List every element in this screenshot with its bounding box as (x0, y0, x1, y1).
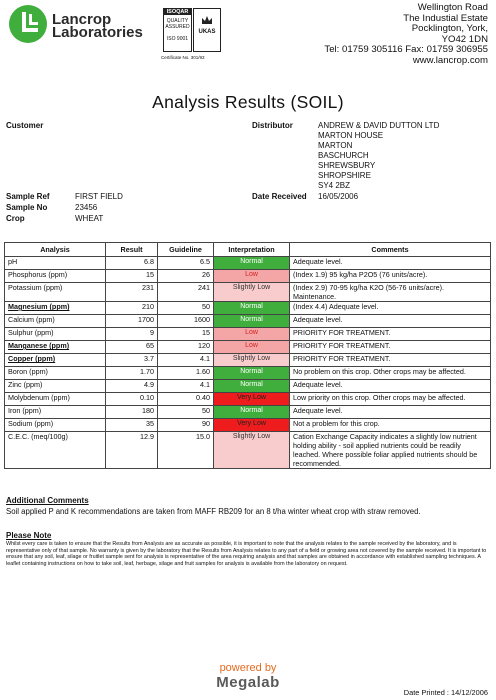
interpretation-cell: Low (214, 270, 290, 283)
comment-cell: PRIORITY FOR TREATMENT. (290, 341, 491, 354)
table-row (5, 380, 491, 393)
analysis-cell: Manganese (ppm) (5, 341, 106, 354)
result-cell: 0.10 (106, 393, 158, 406)
comment-cell: Low priority on this crop. Other crops may be affected. (290, 393, 491, 406)
analysis-cell: Sulphur (ppm) (5, 328, 106, 341)
result-cell: 9 (106, 328, 158, 341)
sample-ref-value: FIRST FIELD (75, 192, 123, 201)
certification-marks (163, 8, 227, 60)
powered-by-label: powered by (219, 662, 277, 674)
guideline-cell: 4.1 (158, 354, 214, 367)
sample-no-value: 23456 (75, 203, 98, 212)
guideline-cell: 1.60 (158, 367, 214, 380)
comment-cell: Adequate level. (290, 406, 491, 419)
megalab-logo: Megalab (216, 674, 280, 691)
analysis-cell: Potassium (ppm) (5, 283, 106, 302)
guideline-cell: 6.5 (158, 257, 214, 270)
interpretation-cell: Low (214, 341, 290, 354)
guideline-cell: 90 (158, 419, 214, 432)
comment-cell: (Index 4.4) Adequate level. (290, 302, 491, 315)
interpretation-cell: Slightly Low (214, 432, 290, 469)
guideline-cell: 26 (158, 270, 214, 283)
distributor-label: Distributor (252, 121, 293, 130)
comment-cell: Adequate level. (290, 380, 491, 393)
comment-cell: No problem on this crop. Other crops may be affected. (290, 367, 491, 380)
isoqar-badge: ISOQAR QUALITY ASSURED ISO 9001 (163, 8, 192, 52)
customer-label: Customer (6, 121, 44, 130)
crop-label: Crop (6, 214, 25, 223)
results-body (5, 257, 491, 469)
result-cell: 65 (106, 341, 158, 354)
analysis-cell: Magnesium (ppm) (5, 302, 106, 315)
result-cell: 6.8 (106, 257, 158, 270)
interpretation-cell: Normal (214, 406, 290, 419)
sample-ref-label: Sample Ref (6, 192, 50, 201)
interpretation-cell: Normal (214, 257, 290, 270)
sample-no-label: Sample No (6, 203, 48, 212)
guideline-cell: 15.0 (158, 432, 214, 469)
date-printed: Date Printed : 14/12/2006 (403, 688, 488, 697)
company-name-line1: Lancrop (52, 11, 112, 28)
certificate-number: Certificate No. 301/93 (161, 55, 205, 60)
col-comments-header: Comments (290, 243, 491, 257)
analysis-cell: Boron (ppm) (5, 367, 106, 380)
table-row (5, 419, 491, 432)
table-row (5, 367, 491, 380)
table-row (5, 315, 491, 328)
analysis-cell: Sodium (ppm) (5, 419, 106, 432)
interpretation-cell: Slightly Low (214, 354, 290, 367)
result-cell: 231 (106, 283, 158, 302)
table-row (5, 328, 491, 341)
interpretation-cell: Very Low (214, 393, 290, 406)
guideline-cell: 1600 (158, 315, 214, 328)
table-row (5, 354, 491, 367)
date-received-value: 16/05/2006 (318, 192, 359, 201)
table-header-row (5, 243, 491, 257)
table-row (5, 341, 491, 354)
col-analysis-header: Analysis (5, 243, 106, 257)
additional-comments-text: Soil applied P and K recommendations are taken from MAFF RB209 for an 8 t/ha winter wheat crop with straw removed. (6, 507, 421, 516)
comment-cell: Not a problem for this crop. (290, 419, 491, 432)
result-cell: 1.70 (106, 367, 158, 380)
comment-cell: PRIORITY FOR TREATMENT. (290, 328, 491, 341)
page-title: Analysis Results (SOIL) (152, 92, 344, 112)
table-row (5, 283, 491, 302)
guideline-cell: 50 (158, 302, 214, 315)
analysis-cell: Calcium (ppm) (5, 315, 106, 328)
table-row (5, 432, 491, 469)
table-row (5, 270, 491, 283)
company-logo (8, 4, 188, 46)
result-cell: 15 (106, 270, 158, 283)
analysis-cell: Molybdenum (ppm) (5, 393, 106, 406)
analysis-cell: pH (5, 257, 106, 270)
table-row (5, 302, 491, 315)
table-row (5, 257, 491, 270)
analysis-cell: C.E.C. (meq/100g) (5, 432, 106, 469)
guideline-cell: 0.40 (158, 393, 214, 406)
result-cell: 210 (106, 302, 158, 315)
col-result-header: Result (106, 243, 158, 257)
crop-value: WHEAT (75, 214, 104, 223)
crown-icon (200, 13, 214, 27)
guideline-cell: 15 (158, 328, 214, 341)
result-cell: 35 (106, 419, 158, 432)
result-cell: 4.9 (106, 380, 158, 393)
ukas-badge: UKAS (193, 8, 221, 52)
result-cell: 12.9 (106, 432, 158, 469)
comment-cell: PRIORITY FOR TREATMENT. (290, 354, 491, 367)
comment-cell: (Index 1.9) 95 kg/ha P2O5 (76 units/acre). (290, 270, 491, 283)
interpretation-cell: Slightly Low (214, 283, 290, 302)
col-interpretation-header: Interpretation (214, 243, 290, 257)
result-cell: 1700 (106, 315, 158, 328)
analysis-cell: Iron (ppm) (5, 406, 106, 419)
result-cell: 3.7 (106, 354, 158, 367)
distributor-address: ANDREW & DAVID DUTTON LTD MARTON HOUSE MARTON BASCHURCH SHREWSBURY SHROPSHIRE SY4 2BZ (318, 121, 440, 190)
date-received-label: Date Received (252, 192, 307, 201)
table-row (5, 406, 491, 419)
interpretation-cell: Normal (214, 302, 290, 315)
interpretation-cell: Very Low (214, 419, 290, 432)
guideline-cell: 241 (158, 283, 214, 302)
interpretation-cell: Low (214, 328, 290, 341)
lab-address: Wellington Road The Industial Estate Pocklington, York, YO42 1DN Tel: 01759 305116 Fax: 01759 306955 www.lancrop.com (324, 2, 488, 66)
comment-cell: Adequate level. (290, 315, 491, 328)
guideline-cell: 120 (158, 341, 214, 354)
interpretation-cell: Normal (214, 315, 290, 328)
analysis-cell: Copper (ppm) (5, 354, 106, 367)
interpretation-cell: Normal (214, 367, 290, 380)
additional-comments-heading: Additional Comments (6, 496, 89, 505)
analysis-cell: Zinc (ppm) (5, 380, 106, 393)
comment-cell: Cation Exchange Capacity indicates a slightly low nutrient holding ability - soil applied nutrients could be readily leached. Where possible foliar applied nutrients should be recommended. (290, 432, 491, 469)
analysis-cell: Phosphorus (ppm) (5, 270, 106, 283)
comment-cell: Adequate level. (290, 257, 491, 270)
guideline-cell: 4.1 (158, 380, 214, 393)
comment-cell: (Index 2.9) 70-95 kg/ha K2O (56-76 units/acre). Maintenance. (290, 283, 491, 302)
please-note-heading: Please Note (6, 531, 52, 540)
lancrop-leaf-icon (8, 4, 48, 44)
results-table (4, 242, 491, 469)
please-note-text: Whilst every care is taken to ensure that the Results from Analysis are as accurate as possible, it is important to note that the analysis relates to the sample received by the laboratory, and is representative only of that sample. No warranty is given by the laboratory that the Results from Analysis relates to any part of a field or growing area not covered by the sample received. It is important to ensure that any soil, leaf, silage or fruitlet sample sent for analysis is representative of the area requiring analysis and that samples are obtained in accordance with established sampling techniques. A leaflet containing instructions on how to take soil, leaf, herbage, silage and fruit samples for analysis is available from the laboratory on request. (6, 541, 487, 567)
company-name-line2: Laboratories (52, 24, 143, 41)
interpretation-cell: Normal (214, 380, 290, 393)
result-cell: 180 (106, 406, 158, 419)
col-guideline-header: Guideline (158, 243, 214, 257)
guideline-cell: 50 (158, 406, 214, 419)
table-row (5, 393, 491, 406)
